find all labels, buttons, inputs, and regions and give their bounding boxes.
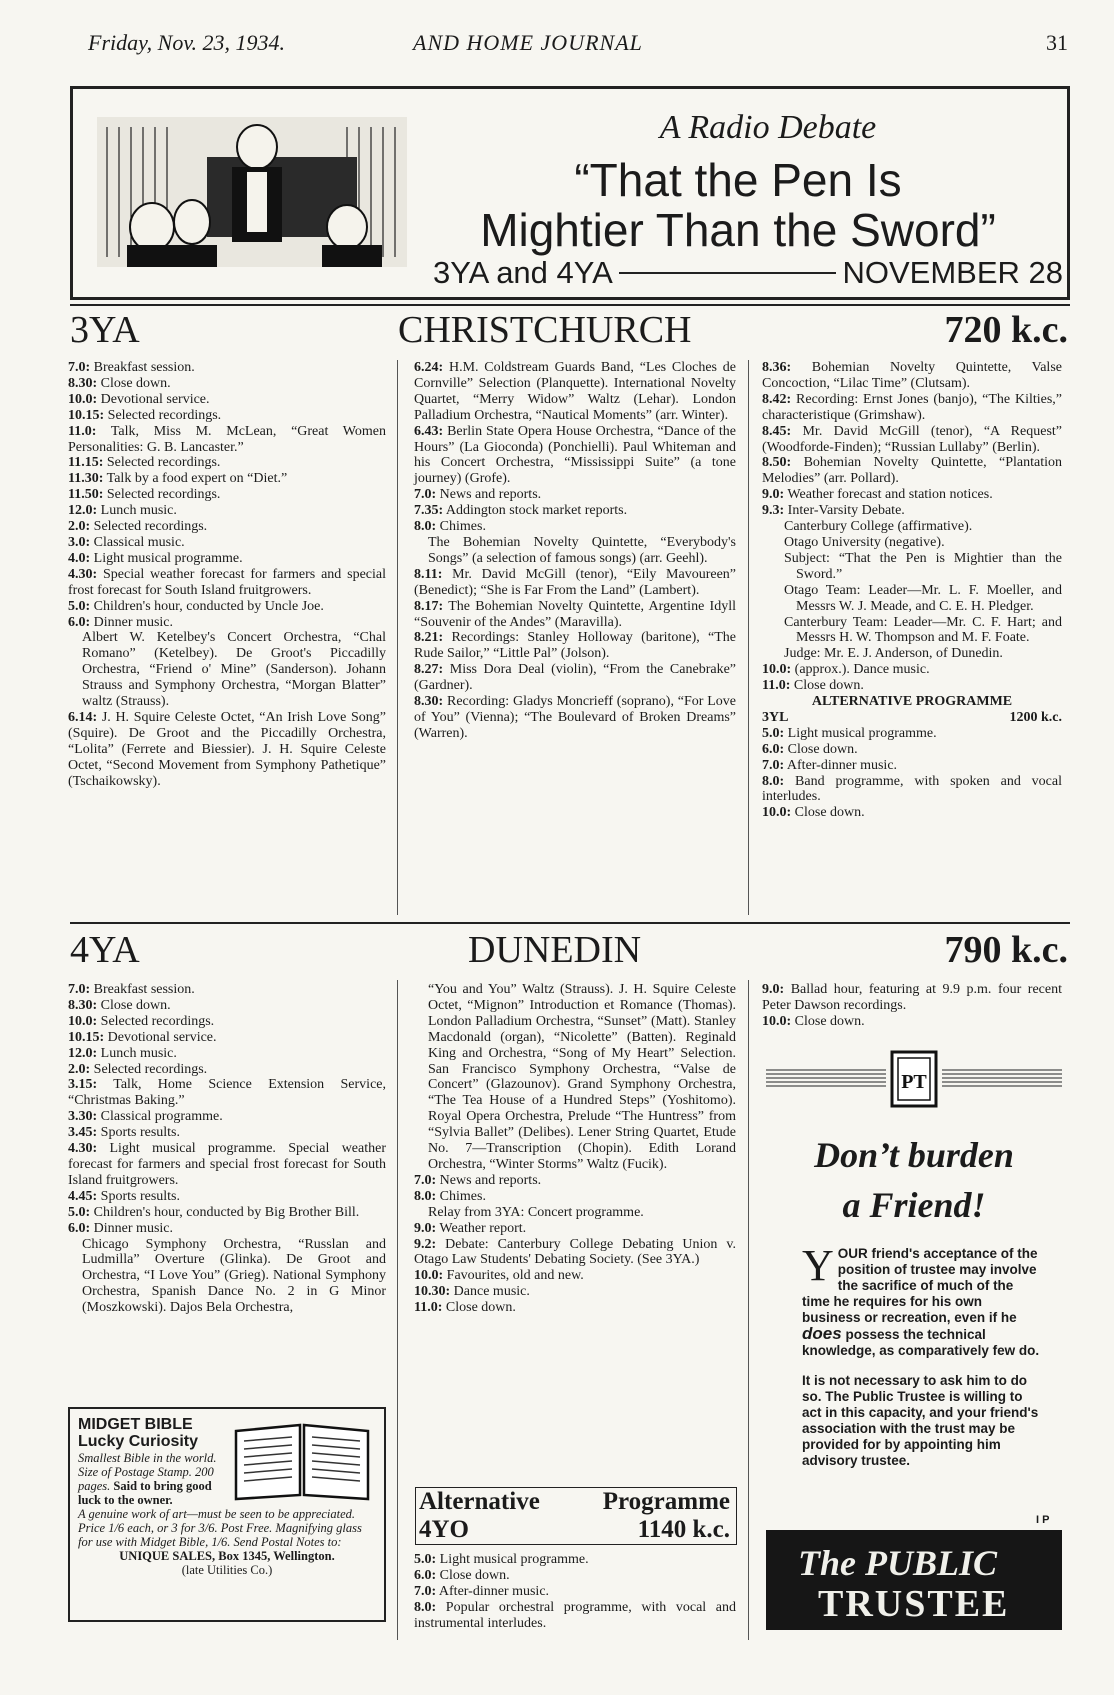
schedule-entry xyxy=(68,487,386,503)
trustee-does: does xyxy=(802,1324,842,1343)
schedule-entry xyxy=(68,471,386,487)
schedule-entry xyxy=(68,567,386,599)
entry-text: Devotional service. xyxy=(107,1029,217,1045)
schedule-entry xyxy=(414,599,736,631)
schedule-entry xyxy=(414,567,736,599)
entry-text: “You and You” Waltz (Strauss). J. H. Squire Celeste Octet, “Mignon” Introduction et Romance (Thomas). London Palladium Orchestra, “Sunset” (Matt). Stanley Macdonald (organ), “Nicolette” (Batten). Reginald King and Orchestra, “Song of My Heart” Selection. San Francisco Symphony Orchestra, “Valse de Concert” (Glazounov). Grand Symphony Orchestra, “The Tea House of a Hundred Steps” (Yoshitomo). Royal Opera Orchestra, Prelude “The Huntress” from “Sylvia Ballet” (Delibes). Lener String Quartet, Etude No. 7—Transcription (Chopin). Edith Lorand Orchestra, “Winter Storms” Waltz (Fucik). xyxy=(428,982,736,1172)
banner-title: A Radio Debate xyxy=(659,109,877,146)
entry-text: Selected recordings. xyxy=(106,487,221,503)
dunedin-column-1 xyxy=(68,982,386,1316)
dunedin-code: 4YA xyxy=(70,929,140,971)
entry-time: 8.0: xyxy=(762,773,785,789)
entry-text: News and reports. xyxy=(439,487,542,503)
trustee-dropcap: Y xyxy=(802,1241,834,1290)
schedule-entry xyxy=(414,503,736,519)
schedule-entry xyxy=(414,1173,736,1189)
entry-time: 5.0: xyxy=(68,1204,91,1220)
entry-time: 8.0: xyxy=(414,519,437,535)
open-book-icon xyxy=(232,1419,372,1501)
schedule-entry xyxy=(414,1300,736,1316)
schedule-entry xyxy=(68,408,386,424)
entry-text: Selected recordings. xyxy=(100,1013,215,1029)
entry-time: 6.0: xyxy=(68,614,91,630)
schedule-entry xyxy=(762,424,1062,456)
christchurch-column-1 xyxy=(68,360,386,789)
entry-text: Close down. xyxy=(445,1300,516,1316)
entry-time: 8.30: xyxy=(68,375,98,391)
entry-text: Bohemian Novelty Quintette, “Plantation Melodies” (arr. Pollard). xyxy=(762,455,1063,487)
schedule-entry xyxy=(414,1268,736,1284)
alt-4yo-title2: Programme xyxy=(602,1488,730,1515)
schedule-entry xyxy=(68,1125,386,1141)
entry-text: Recording: Gladys Moncrieff (soprano), “For Love of You” (Vienna); “The Boulevard of Broken Dreams” (Warren). xyxy=(414,694,736,741)
trustee-para1-end: possess the technical knowledge, as comparatively few do. xyxy=(802,1327,1040,1358)
schedule-entry xyxy=(414,424,736,488)
entry-text: After-dinner music. xyxy=(438,1583,550,1599)
entry-text: Classical music. xyxy=(93,534,185,550)
entry-time: 10.0: xyxy=(414,1268,444,1284)
schedule-entry xyxy=(414,694,736,742)
schedule-entry xyxy=(414,487,736,503)
entry-time: 6.0: xyxy=(68,1220,91,1236)
entry-time: 4.30: xyxy=(68,1141,98,1157)
alt-programme-entries xyxy=(762,726,1062,821)
entry-time: 10.15: xyxy=(68,1029,105,1045)
entry-time: 11.50: xyxy=(68,487,104,503)
entry-time: 8.30: xyxy=(68,997,98,1013)
schedule-entry xyxy=(762,503,1062,519)
schedule-entry xyxy=(68,1062,386,1078)
schedule-entry xyxy=(414,1237,736,1269)
entry-time: 10.0: xyxy=(762,805,792,821)
entry-text: After-dinner music. xyxy=(786,757,898,773)
christchurch-code: 3YA xyxy=(70,309,140,351)
entry-text: Dinner music. xyxy=(93,1220,173,1236)
entry-time: 8.0: xyxy=(414,1599,437,1615)
schedule-entry xyxy=(68,1014,386,1030)
banner-rule xyxy=(619,272,837,274)
banner-date: NOVEMBER 28 xyxy=(842,255,1063,290)
schedule-entry xyxy=(68,1141,386,1189)
schedule-entry xyxy=(414,1205,736,1221)
schedule-entry xyxy=(414,1189,736,1205)
christchurch-col3-entries xyxy=(762,360,1062,519)
trustee-paragraph-2: It is not necessary to ask him to do so. The Public Trustee is willing to act in this capacity, and your friend's association with the trust may be provided for by appointing him advisory trustee. xyxy=(802,1373,1039,1468)
entry-time: 10.0: xyxy=(68,391,98,407)
midget-title: MIDGET BIBLE xyxy=(78,1416,193,1433)
entry-text: Selected recordings. xyxy=(106,455,221,471)
entry-text: Talk by a food expert on “Diet.” xyxy=(106,471,288,487)
schedule-entry xyxy=(68,551,386,567)
entry-time: 6.14: xyxy=(68,709,98,725)
entry-time: 9.2: xyxy=(414,1236,437,1252)
schedule-entry xyxy=(762,392,1062,424)
schedule-entry xyxy=(68,630,386,710)
entry-text: Popular orchestral programme, with vocal and instrumental interludes. xyxy=(414,1599,736,1631)
midget-price-text: A genuine work of art—must be seen to be appreciated. Price 1/6 each, or 3 for 3/6. Post Free. Magnifying glass for use with Midget Bible, 1/6. Send Postal Notes to: xyxy=(78,1507,362,1549)
entry-time: 7.0: xyxy=(414,1583,437,1599)
entry-text: Classical programme. xyxy=(100,1109,223,1125)
logo-line-2: TRUSTEE xyxy=(818,1583,1010,1625)
christchurch-col3-late xyxy=(762,662,1062,694)
entry-text: Addington stock market reports. xyxy=(445,503,628,519)
entry-text: Chimes. xyxy=(439,1188,486,1204)
midget-description xyxy=(78,1451,228,1507)
entry-time: 10.0: xyxy=(68,1013,98,1029)
entry-text: Selected recordings. xyxy=(93,1061,208,1077)
entry-text: Ballad hour, featuring at 9.9 p.m. four recent Peter Dawson recordings. xyxy=(762,982,1062,1013)
entry-time: 8.36: xyxy=(762,360,792,375)
entry-text: Sports results. xyxy=(100,1125,181,1141)
schedule-entry xyxy=(68,376,386,392)
entry-time: 7.0: xyxy=(68,982,91,997)
schedule-entry xyxy=(414,1552,736,1568)
dunedin-column-3 xyxy=(762,982,1062,1030)
debate-line: Subject: “That the Pen is Mightier than the Sword.” xyxy=(784,550,1062,582)
entry-text: Relay from 3YA: Concert programme. xyxy=(428,1204,644,1220)
schedule-entry xyxy=(68,599,386,615)
entry-time: 12.0: xyxy=(68,1045,98,1061)
entry-text: Close down. xyxy=(100,997,171,1013)
schedule-entry xyxy=(414,1568,736,1584)
entry-text: Mr. David McGill (tenor), “A Request” (Woodforde-Finden); “Russian Lullaby” (Berlin). xyxy=(762,423,1062,455)
entry-time: 4.0: xyxy=(68,550,91,566)
entry-text: Recording: Ernst Jones (banjo), “The Kilties,” characteristique (Grimshaw). xyxy=(762,391,1063,423)
schedule-entry xyxy=(68,360,386,376)
entry-text: Favourites, old and new. xyxy=(446,1268,584,1284)
entry-text: Chicago Symphony Orchestra, “Russlan and Ludmilla” Overture (Glinka). De Groot and Orchestra, “I Love You” (Grieg). National Symphony Orchestra, Spanish Dance No. 2 in G Minor (Moszkowski). Dajos Bela Orchestra, xyxy=(82,1236,386,1316)
dunedin-heading xyxy=(68,928,1068,974)
entry-time: 11.30: xyxy=(68,471,104,487)
alt-4yo-heading xyxy=(415,1487,737,1545)
entry-time: 4.45: xyxy=(68,1188,98,1204)
schedule-entry xyxy=(762,726,1062,742)
alt-station-freq: 1200 k.c. xyxy=(1009,709,1062,725)
midget-desc-luck: Said to bring good luck to the owner. xyxy=(78,1479,212,1507)
schedule-entry xyxy=(762,805,1062,821)
schedule-entry xyxy=(414,519,736,535)
midget-address-note: (late Utilities Co.) xyxy=(181,1563,273,1577)
schedule-entry xyxy=(68,982,386,998)
column-divider xyxy=(748,980,749,1640)
entry-text: Lunch music. xyxy=(100,503,177,519)
banner-quote-line1: “That the Pen Is xyxy=(574,154,902,206)
midget-desc-size: Smallest Bible in the world. Size of Postage Stamp. 200 pages. xyxy=(78,1451,217,1493)
entry-text: Children's hour, conducted by Uncle Joe. xyxy=(93,598,324,614)
entry-text: Close down. xyxy=(787,741,858,757)
schedule-entry xyxy=(68,1237,386,1317)
entry-time: 3.45: xyxy=(68,1125,98,1141)
entry-time: 8.11: xyxy=(414,566,443,582)
christchurch-column-2 xyxy=(414,360,736,742)
schedule-entry xyxy=(68,503,386,519)
alt-programme-station xyxy=(762,710,1062,726)
entry-time: 8.45: xyxy=(762,423,792,439)
schedule-entry xyxy=(762,662,1062,678)
entry-text: Berlin State Opera House Orchestra, “Dance of the Hours” (La Gioconda) (Ponchielli). Paul Whiteman and his Concert Orchestra, “Mississippi Suite” (a tone journey) (Grofe). xyxy=(414,423,736,487)
entry-time: 10.15: xyxy=(68,407,105,423)
entry-time: 2.0: xyxy=(68,1061,91,1077)
entry-text: Special weather forecast for farmers and special frost forecast for South Island fruitgrowers. xyxy=(68,566,386,598)
entry-time: 5.0: xyxy=(68,598,91,614)
trustee-paragraph-1 xyxy=(802,1241,1042,1359)
entry-text: The Bohemian Novelty Quintette, Argentine Idyll “Souvenir of the Andes” (Maravilla). xyxy=(414,598,737,630)
entry-time: 9.0: xyxy=(762,487,785,503)
schedule-entry xyxy=(414,662,736,694)
debate-line: Judge: Mr. E. J. Anderson, of Dunedin. xyxy=(784,646,1003,662)
schedule-entry xyxy=(68,710,386,790)
entry-time: 8.21: xyxy=(414,630,444,646)
entry-time: 5.0: xyxy=(414,1552,437,1567)
entry-time: 5.0: xyxy=(762,725,785,741)
schedule-entry xyxy=(68,1109,386,1125)
ip-mark: I P xyxy=(1036,1514,1050,1526)
section-divider xyxy=(70,304,1070,306)
entry-time: 8.42: xyxy=(762,391,792,407)
midget-subtitle: Lucky Curiosity xyxy=(78,1433,199,1450)
entry-text: Light musical programme. Special weather forecast for farmers and special frost forecast for South Island fruitgrowers. xyxy=(68,1141,386,1188)
dunedin-freq: 790 k.c. xyxy=(944,929,1068,971)
christchurch-heading xyxy=(68,308,1068,354)
entry-time: 3.15: xyxy=(68,1077,98,1093)
entry-text: Inter-Varsity Debate. xyxy=(787,503,905,519)
entry-time: 6.0: xyxy=(762,741,785,757)
entry-text: Close down. xyxy=(794,805,865,821)
trustee-para1-text: OUR friend's acceptance of the position of trustee may involve the sacrifice of much of the time he requires for his own business or recreation, even if he xyxy=(802,1246,1038,1325)
entry-text: Weather report. xyxy=(439,1220,527,1236)
christchurch-city: CHRISTCHURCH xyxy=(398,309,692,351)
column-divider xyxy=(748,360,749,915)
entry-time: 9.0: xyxy=(414,1220,437,1236)
debate-line: Otago University (negative). xyxy=(784,534,945,550)
column-divider xyxy=(397,360,398,915)
running-header xyxy=(88,30,1068,64)
schedule-entry xyxy=(762,360,1062,392)
entry-text: Selected recordings. xyxy=(107,407,222,423)
entry-text: Light musical programme. xyxy=(93,550,243,566)
entry-text: Light musical programme. xyxy=(787,725,937,741)
schedule-entry xyxy=(762,742,1062,758)
debate-details xyxy=(762,519,1062,662)
debate-banner xyxy=(70,86,1070,300)
schedule-entry xyxy=(762,487,1062,503)
entry-text: Close down. xyxy=(100,375,171,391)
entry-text: Band programme, with spoken and vocal interludes. xyxy=(762,773,1062,805)
entry-time: 7.0: xyxy=(414,1172,437,1188)
entry-time: 10.0: xyxy=(762,662,792,678)
entry-time: 10.0: xyxy=(762,1013,792,1029)
schedule-entry xyxy=(414,982,736,1173)
entry-time: 8.50: xyxy=(762,455,792,471)
trustee-headline-2: a Friend! xyxy=(842,1185,986,1225)
column-divider xyxy=(397,980,398,1640)
public-trustee-ad xyxy=(766,1050,1062,1540)
entry-time: 11.0: xyxy=(762,678,791,694)
alt-programme-title: ALTERNATIVE PROGRAMME xyxy=(811,694,1013,710)
entry-text: Talk, Miss M. McLean, “Great Women Personalities: G. B. Lancaster.” xyxy=(68,423,387,455)
schedule-entry xyxy=(414,630,736,662)
entry-time: 8.17: xyxy=(414,598,444,614)
entry-time: 9.0: xyxy=(762,982,785,997)
schedule-entry xyxy=(762,758,1062,774)
trustee-headline-1: Don’t burden xyxy=(814,1135,1014,1175)
entry-time: 8.30: xyxy=(414,694,444,710)
schedule-entry xyxy=(762,1014,1062,1030)
dunedin-city: DUNEDIN xyxy=(468,929,642,971)
schedule-entry xyxy=(68,1221,386,1237)
entry-text: Dinner music. xyxy=(93,614,173,630)
schedule-entry xyxy=(68,1205,386,1221)
entry-time: 6.43: xyxy=(414,423,444,439)
schedule-entry xyxy=(68,1030,386,1046)
entry-text: Weather forecast and station notices. xyxy=(787,487,993,503)
entry-text: Chimes. xyxy=(439,519,486,535)
schedule-entry xyxy=(762,678,1062,694)
cartoon-illustration xyxy=(97,117,407,267)
entry-text: Children's hour, conducted by Big Brother Bill. xyxy=(93,1204,360,1220)
entry-time: 11.15: xyxy=(68,455,104,471)
entry-text: Bohemian Novelty Quintette, Valse Concoction, “Lilac Time” (Clutsam). xyxy=(762,360,1062,391)
schedule-entry xyxy=(762,982,1062,1014)
entry-text: Miss Dora Deal (violin), “From the Canebrake” (Gardner). xyxy=(414,662,737,694)
entry-text: Breakfast session. xyxy=(93,982,195,997)
schedule-entry xyxy=(762,774,1062,806)
christchurch-freq: 720 k.c. xyxy=(944,309,1068,351)
schedule-entry xyxy=(414,360,736,424)
banner-stations: 3YA and 4YA xyxy=(433,255,613,290)
section-divider xyxy=(70,922,1070,924)
entry-text: Albert W. Ketelbey's Concert Orchestra, “Chal Romano” (Ketelbey). De Groot's Piccadilly Orchestra, “Friend o' Mine” (Sanderson). Johann Strauss and Symphony Orchestra, “Morgan Blatter” waltz (Strauss). xyxy=(82,630,386,710)
alt-station-code: 3YL xyxy=(762,709,789,725)
entry-text: Breakfast session. xyxy=(93,360,195,375)
entry-text: Close down. xyxy=(793,678,864,694)
schedule-entry xyxy=(68,998,386,1014)
entry-text: Close down. xyxy=(439,1567,510,1583)
debate-line: Canterbury Team: Leader—Mr. C. F. Hart; and Messrs H. W. Thompson and M. F. Foate. xyxy=(784,614,1062,646)
entry-time: 7.35: xyxy=(414,503,444,519)
schedule-entry xyxy=(68,392,386,408)
entry-time: 4.30: xyxy=(68,566,98,582)
schedule-entry xyxy=(414,1221,736,1237)
entry-time: 12.0: xyxy=(68,503,98,519)
entry-text: H.M. Coldstream Guards Band, “Les Cloches de Cornville” Selection (Planquette). International Novelty Quartet, “Merry Widow” Waltz (Lehar). London Palladium Orchestra, “Nautical Moments” (arr. Winter). xyxy=(414,360,737,423)
banner-stations-date xyxy=(433,255,1063,291)
entry-time: 8.27: xyxy=(414,662,444,678)
debate-line: Canterbury College (affirmative). xyxy=(784,519,973,535)
schedule-entry xyxy=(68,1189,386,1205)
alt-4yo-code: 4YO xyxy=(419,1516,469,1543)
entry-time: 6.24: xyxy=(414,360,444,375)
entry-text: Lunch music. xyxy=(100,1045,177,1061)
debate-line: Otago Team: Leader—Mr. L. F. Moeller, and Messrs W. J. Meade, and C. E. H. Pledger. xyxy=(784,582,1062,614)
entry-text: Debate: Canterbury College Debating Union v. Otago Law Students' Debating Society. (See 3YA.) xyxy=(414,1236,737,1268)
entry-time: 6.0: xyxy=(414,1567,437,1583)
schedule-entry xyxy=(68,424,386,456)
schedule-entry xyxy=(68,519,386,535)
entry-text: (approx.). Dance music. xyxy=(794,662,930,678)
schedule-entry xyxy=(762,455,1062,487)
schedule-entry xyxy=(414,535,736,567)
entry-text: Dance music. xyxy=(453,1284,530,1300)
entry-time: 7.0: xyxy=(762,757,785,773)
logo-line-1: The PUBLIC xyxy=(798,1543,998,1583)
entry-text: Recordings: Stanley Holloway (baritone), “The Rude Sailor,” “Little Pal” (Jolson). xyxy=(414,630,736,662)
entry-text: Close down. xyxy=(794,1013,865,1029)
entry-time: 11.0: xyxy=(68,423,97,439)
schedule-entry xyxy=(68,1077,386,1109)
entry-text: Light musical programme. xyxy=(439,1552,589,1567)
schedule-entry xyxy=(68,535,386,551)
issue-date: Friday, Nov. 23, 1934. xyxy=(88,30,285,55)
schedule-entry xyxy=(414,1584,736,1600)
entry-text: The Bohemian Novelty Quintette, “Everybody's Songs” (a selection of famous songs) (arr. Geehl). xyxy=(428,534,736,566)
dunedin-column-2 xyxy=(414,982,736,1316)
entry-text: Talk, Home Science Extension Service, “Christmas Baking.” xyxy=(68,1077,386,1109)
entry-time: 7.0: xyxy=(68,360,91,375)
entry-time: 8.0: xyxy=(414,1188,437,1204)
page-number: 31 xyxy=(1046,30,1068,55)
schedule-entry xyxy=(414,1284,736,1300)
schedule-entry xyxy=(414,1600,736,1632)
schedule-entry xyxy=(68,615,386,631)
entry-text: News and reports. xyxy=(439,1172,542,1188)
banner-quote xyxy=(413,155,1063,255)
entry-time: 9.3: xyxy=(762,503,785,519)
entry-time: 3.30: xyxy=(68,1109,98,1125)
alt-4yo-freq: 1140 k.c. xyxy=(637,1516,730,1543)
entry-time: 2.0: xyxy=(68,519,91,535)
entry-time: 10.30: xyxy=(414,1284,451,1300)
public-trustee-logo xyxy=(766,1530,1062,1630)
trustee-body xyxy=(802,1241,1042,1469)
entry-text: J. H. Squire Celeste Octet, “An Irish Love Song” (Squire). De Groot and the Piccadilly Orchestra, “Lolita” (Ferrete and Biessier). J. H. Squire Celeste Octet, “Second Movement from Symphony Pathetique” (Tschaikowsky). xyxy=(68,709,387,789)
entry-text: Selected recordings. xyxy=(93,519,208,535)
schedule-entry xyxy=(68,455,386,471)
christchurch-column-3 xyxy=(762,360,1062,821)
schedule-entry xyxy=(68,1046,386,1062)
pt-emblem-icon xyxy=(766,1050,1062,1110)
entry-text: Mr. David McGill (tenor), “Eily Mavoureen” (Benedict); “She is Far From the Land” (Lambert). xyxy=(414,566,737,598)
entry-time: 7.0: xyxy=(414,487,437,503)
entry-text: Devotional service. xyxy=(100,391,210,407)
midget-address: UNIQUE SALES, Box 1345, Wellington. xyxy=(119,1549,335,1563)
alt-4yo-entries xyxy=(414,1552,736,1632)
pt-emblem-text: PT xyxy=(901,1071,927,1093)
journal-name: AND HOME JOURNAL xyxy=(413,30,643,55)
entry-text: Sports results. xyxy=(100,1188,181,1204)
midget-bible-ad xyxy=(68,1407,386,1622)
entry-time: 3.0: xyxy=(68,534,91,550)
alt-4yo-title1: Alternative xyxy=(419,1488,540,1515)
banner-quote-line2: Mightier Than the Sword” xyxy=(480,204,996,256)
entry-time: 11.0: xyxy=(414,1300,443,1316)
